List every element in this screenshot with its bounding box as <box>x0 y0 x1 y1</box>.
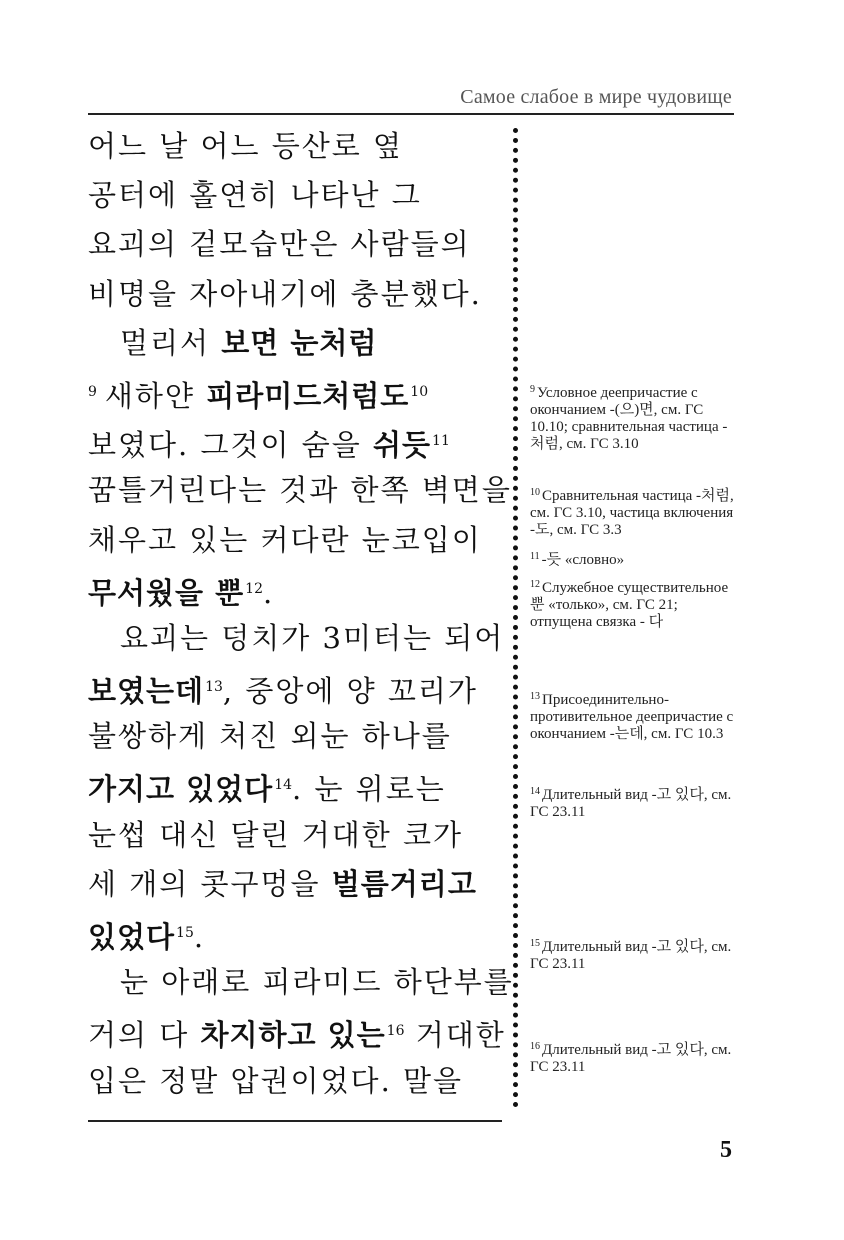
text-line <box>88 811 506 860</box>
text-line <box>88 712 506 761</box>
footnote-text: -듯 «словно» <box>541 552 625 568</box>
text-line <box>88 466 512 515</box>
text-segment: 세 개의 콧구멍을 <box>88 866 332 901</box>
text-segment: 눈썹 대신 달린 거대한 코가 <box>88 817 464 852</box>
bold-phrase: 쉬듯 <box>373 428 432 463</box>
page-number: 5 <box>720 1137 732 1163</box>
footnote: $^9$ Условное деепричастие с окончанием -(으)면, см. ГС 10.10; сравнительная частица -처럼, см. ГС 3.10 <box>530 384 728 452</box>
bold-phrase: 벌름거리고 <box>331 866 477 901</box>
text-line <box>88 1057 506 1106</box>
text-segment: , 중앙에 양 꼬리가 <box>222 674 478 709</box>
text-segment: 채우고 있는 커다란 눈코입이 <box>88 522 482 557</box>
footnote-text: Сравнительная частица -처럼, см. ГС 3.10, частица включения -도, см. ГС 3.3 <box>530 488 734 538</box>
main-text <box>88 122 514 1106</box>
footnote-text: Служебное существительное 뿐 «только», см. ГС 21; отпущена связка - 다 <box>530 580 729 630</box>
text-line <box>88 220 506 269</box>
footnote-text: Длительный вид -고 있다, см. ГС 23.11 <box>530 1042 732 1075</box>
text-line <box>88 958 514 1007</box>
text-line <box>88 614 506 663</box>
header-rule <box>88 113 734 115</box>
text-line <box>88 565 506 614</box>
text-line <box>88 319 506 368</box>
bold-phrase: 있었다 <box>88 920 176 954</box>
text-line <box>88 171 506 220</box>
text-segment: 거대한 <box>404 1018 506 1053</box>
text-segment: 불쌍하게 처진 외눈 하나를 <box>88 719 452 754</box>
bold-phrase: 보면 눈처럼 <box>221 325 378 360</box>
text-segment: 공터에 홀연히 나타난 그 <box>88 178 422 213</box>
footnote-ref: 13 <box>205 679 223 696</box>
text-line <box>88 1007 506 1056</box>
footnote-ref: 14 <box>274 777 293 794</box>
text-segment: 입은 정말 압권이었다. 말을 <box>88 1063 464 1098</box>
text-line <box>88 122 506 171</box>
text-segment: 거의 다 <box>88 1018 201 1053</box>
text-segment: 눈 아래로 피라미드 하단부를 <box>120 965 514 1000</box>
text-segment: . 눈 위로는 <box>292 772 446 807</box>
footnote-ref: 11 <box>432 433 450 450</box>
text-segment: 어느 날 어느 등산로 옆 <box>88 129 403 163</box>
text-segment: 보였다. 그것이 숨을 <box>88 428 373 463</box>
footnote-text: Условное деепричастие с окончанием -(으)면, см. ГС 10.10; сравнительная частица -처럼, см. ГС 3.10 <box>530 385 728 452</box>
footnote-ref: 10 <box>410 383 429 400</box>
bold-phrase: 차지하고 있는 <box>200 1018 386 1053</box>
footnote-ref: 16 <box>386 1023 405 1040</box>
text-segment: . <box>193 920 206 954</box>
text-line <box>88 417 506 466</box>
footnote-text: Длительный вид -고 있다, см. ГС 23.11 <box>530 787 732 820</box>
bold-phrase: 피라미드처럼도 <box>206 378 410 413</box>
text-line <box>88 368 506 417</box>
footnote-text: Присоединительно-противительное деепричастие с окончанием -는데, см. ГС 10.3 <box>530 692 734 742</box>
footnote: $^{13}$ Присоединительно-противительное деепричастие с окончанием -는데, см. ГС 10.3 <box>530 691 734 742</box>
bottom-rule <box>88 1120 502 1122</box>
footnote: $^{14}$ Длительный вид -고 있다, см. ГС 23.11 <box>530 786 732 820</box>
footnote: $^{11}$ -듯 «словно» <box>530 551 625 568</box>
footnote-ref: 12 <box>245 580 263 597</box>
text-line <box>88 516 506 565</box>
footnote: $^{12}$ Служебное существительное 뿐 «только», см. ГС 21; отпущена связка - 다 <box>530 579 729 630</box>
footnote-ref: 15 <box>176 925 194 941</box>
running-title: Самое слабое в мире чудовище <box>460 86 732 108</box>
footnote: $^{15}$ Длительный вид -고 있다, см. ГС 23.11 <box>530 938 732 972</box>
text-segment: 요괴의 겉모습만은 사람들의 <box>88 227 471 262</box>
text-segment: 멀리서 <box>120 325 222 360</box>
text-line <box>88 270 506 319</box>
text-segment: 요괴는 덩치가 3미터는 되어 <box>120 620 505 655</box>
text-line <box>88 761 506 810</box>
footnote-ref: 9 <box>88 383 97 400</box>
footnote-text: Длительный вид -고 있다, см. ГС 23.11 <box>530 939 732 972</box>
bold-phrase: 가지고 있었다 <box>88 772 274 807</box>
footnote: $^{16}$ Длительный вид -고 있다, см. ГС 23.11 <box>530 1041 732 1075</box>
dotted-divider <box>513 128 518 1108</box>
text-line <box>88 909 506 958</box>
text-segment: 비명을 자아내기에 충분했다. <box>88 276 482 311</box>
text-line <box>88 860 506 909</box>
text-segment: . <box>263 575 275 610</box>
text-segment: 꿈틀거린다는 것과 한쪽 벽면을 <box>88 473 512 508</box>
bold-phrase: 무서웠을 뿐 <box>88 575 245 610</box>
footnote: $^{10}$ Сравнительная частица -처럼, см. ГС 3.10, частица включения -도, см. ГС 3.3 <box>530 487 734 538</box>
text-segment: 새하얀 <box>104 378 207 413</box>
bold-phrase: 보였는데 <box>88 674 205 709</box>
text-line <box>88 663 506 712</box>
